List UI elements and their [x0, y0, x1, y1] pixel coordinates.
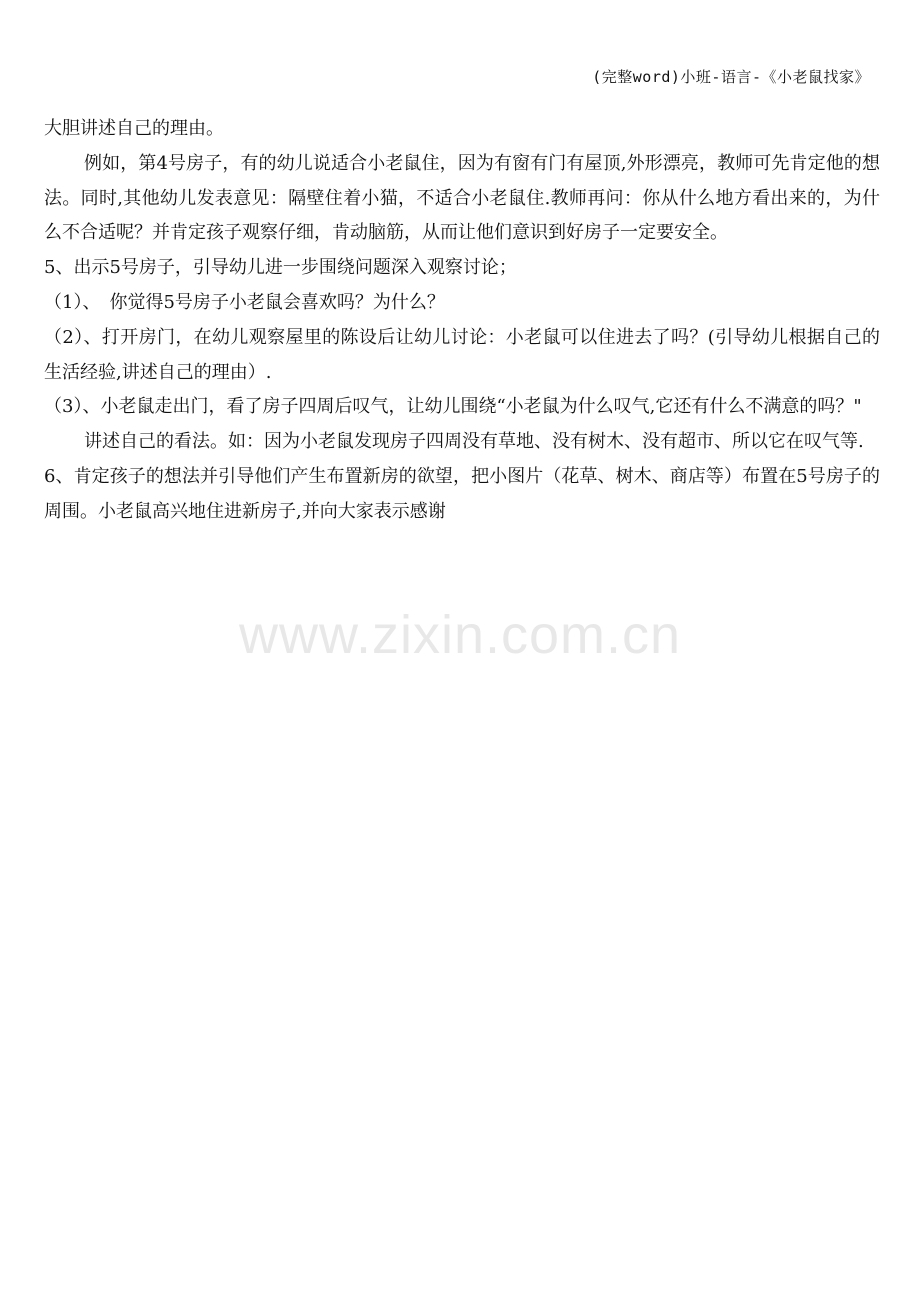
paragraph-6: （3）、小老鼠走出门，看了房子四周后叹气，让幼儿围绕“小老鼠为什么叹气,它还有什么不满意的吗？": [44, 396, 862, 418]
paragraph-1: 大胆讲述自己的理由。: [44, 118, 224, 139]
paragraph-5: （2）、打开房门，在幼儿观察屋里的陈设后让幼儿讨论：小老鼠可以住进去了吗？(引导幼儿根据自己的生活经验,讲述自己的理由）.: [44, 326, 880, 383]
paragraph-2: 例如，第4号房子，有的幼儿说适合小老鼠住，因为有窗有门有屋顶,外形漂亮，教师可先肯定他的想法。同时,其他幼儿发表意见：隔壁住着小猫，不适合小老鼠住.教师再问：你从什么地方看出来的，为什么不合适呢？并肯定孩子观察仔细，肯动脑筋，从而让他们意识到好房子一定要安全。: [44, 152, 880, 244]
document-body: [44, 112, 880, 530]
paragraph-8: 6、肯定孩子的想法并引导他们产生布置新房的欲望，把小图片（花草、树木、商店等）布置在5号房子的周围。小老鼠高兴地住进新房子,并向大家表示感谢: [44, 465, 880, 522]
paragraph-4: （1）、 你觉得5号房子小老鼠会喜欢吗？为什么？: [44, 291, 445, 313]
paragraph-3: 5、出示5号房子，引导幼儿进一步围绕问题深入观察讨论；: [44, 257, 517, 279]
watermark: www.zixin.com.cn: [238, 605, 682, 665]
page-header: (完整word)小班-语言-《小老鼠找家》: [592, 68, 870, 86]
paragraph-7: 讲述自己的看法。如：因为小老鼠发现房子四周没有草地、没有树木、没有超市、所以它在叹气等.: [84, 431, 864, 453]
